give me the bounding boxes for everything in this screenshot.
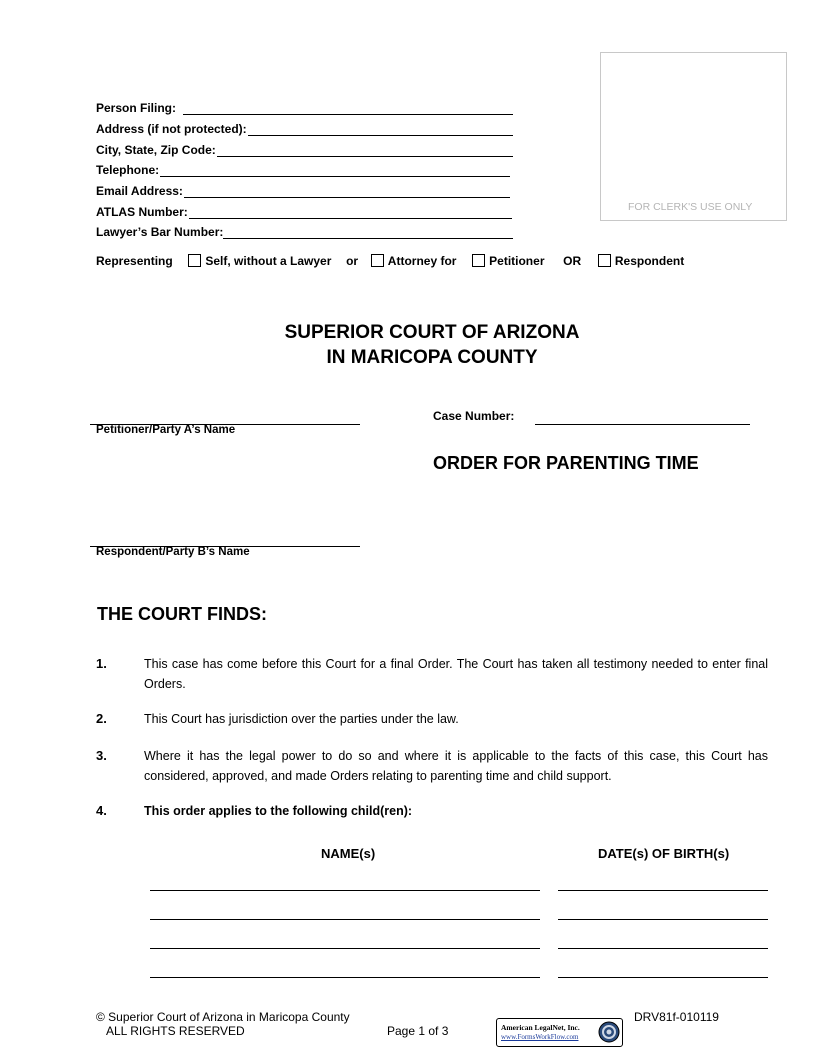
footer-form-code: DRV81f-010119 [634, 1010, 719, 1024]
telephone-label: Telephone: [96, 163, 160, 177]
clerk-use-label: FOR CLERK'S USE ONLY [628, 201, 753, 213]
logo-company-text: American LegalNet, Inc. [501, 1023, 580, 1032]
attorney-checkbox[interactable] [371, 254, 384, 267]
children-name-header: NAME(s) [321, 846, 376, 861]
child-dob-field[interactable] [558, 948, 768, 949]
petitioner-name-label: Petitioner/Party A’s Name [96, 424, 236, 436]
address-label: Address (if not protected): [96, 122, 247, 136]
child-name-field[interactable] [150, 919, 540, 920]
child-dob-field[interactable] [558, 977, 768, 978]
case-number-label: Case Number: [433, 409, 515, 423]
child-dob-field[interactable] [558, 890, 768, 891]
child-name-field[interactable] [150, 977, 540, 978]
representing-row [96, 254, 684, 268]
finding-number: 1. [96, 656, 107, 671]
atlas-number-label: ATLAS Number: [96, 205, 188, 219]
petitioner-label: Petitioner [489, 254, 545, 268]
person-filing-field[interactable] [183, 114, 513, 115]
children-dob-header: DATE(s) OF BIRTH(s) [598, 846, 730, 861]
or-text-2: OR [563, 254, 582, 268]
city-state-zip-field[interactable] [217, 156, 513, 157]
telephone-field[interactable] [160, 176, 510, 177]
footer-copyright: © Superior Court of Arizona in Maricopa County [96, 1010, 350, 1024]
footer-page-number: Page 1 of 3 [387, 1024, 449, 1038]
legalnet-logo [496, 1018, 623, 1047]
self-checkbox[interactable] [188, 254, 201, 267]
bar-number-field[interactable] [223, 238, 513, 239]
email-field[interactable] [184, 197, 510, 198]
court-title-line1: SUPERIOR COURT OF ARIZONA [284, 322, 580, 343]
court-finds-heading: THE COURT FINDS: [97, 604, 267, 624]
city-state-zip-label: City, State, Zip Code: [96, 143, 216, 157]
respondent-name-label: Respondent/Party B’s Name [96, 546, 250, 558]
order-title: ORDER FOR PARENTING TIME [433, 453, 699, 473]
respondent-checkbox[interactable] [598, 254, 611, 267]
petitioner-checkbox[interactable] [472, 254, 485, 267]
finding-text: This order applies to the following child(ren): [144, 804, 413, 818]
finding-number: 4. [96, 803, 107, 818]
person-filing-label: Person Filing: [96, 101, 177, 115]
self-label: Self, without a Lawyer [205, 254, 332, 268]
globe-icon [598, 1021, 620, 1043]
case-number-field[interactable] [535, 424, 750, 425]
logo-url-text: www.FormsWorkFlow.com [501, 1033, 579, 1041]
email-label: Email Address: [96, 184, 183, 198]
child-name-field[interactable] [150, 948, 540, 949]
footer-rights: ALL RIGHTS RESERVED [106, 1024, 245, 1038]
attorney-label: Attorney for [387, 254, 457, 268]
clerk-use-box [600, 52, 787, 221]
court-title-line2: IN MARICOPA COUNTY [326, 347, 538, 368]
respondent-label: Respondent [614, 254, 685, 268]
child-dob-field[interactable] [558, 919, 768, 920]
representing-label: Representing [96, 254, 173, 268]
finding-number: 3. [96, 748, 107, 763]
or-text: or [346, 254, 359, 268]
bar-number-label: Lawyer’s Bar Number: [96, 225, 224, 239]
address-field[interactable] [248, 135, 513, 136]
finding-number: 2. [96, 711, 107, 726]
finding-text: This case has come before this Court for a final Order. The Court has taken all testimony needed to enter final Orders. [144, 657, 768, 691]
atlas-number-field[interactable] [189, 218, 512, 219]
finding-text: Where it has the legal power to do so and where it is applicable to the facts of this case, this Court has considered, approved, and made Orders relating to parenting time and child support. [144, 749, 768, 783]
finding-text: This Court has jurisdiction over the parties under the law. [144, 712, 459, 726]
court-title [0, 320, 816, 370]
child-name-field[interactable] [150, 890, 540, 891]
